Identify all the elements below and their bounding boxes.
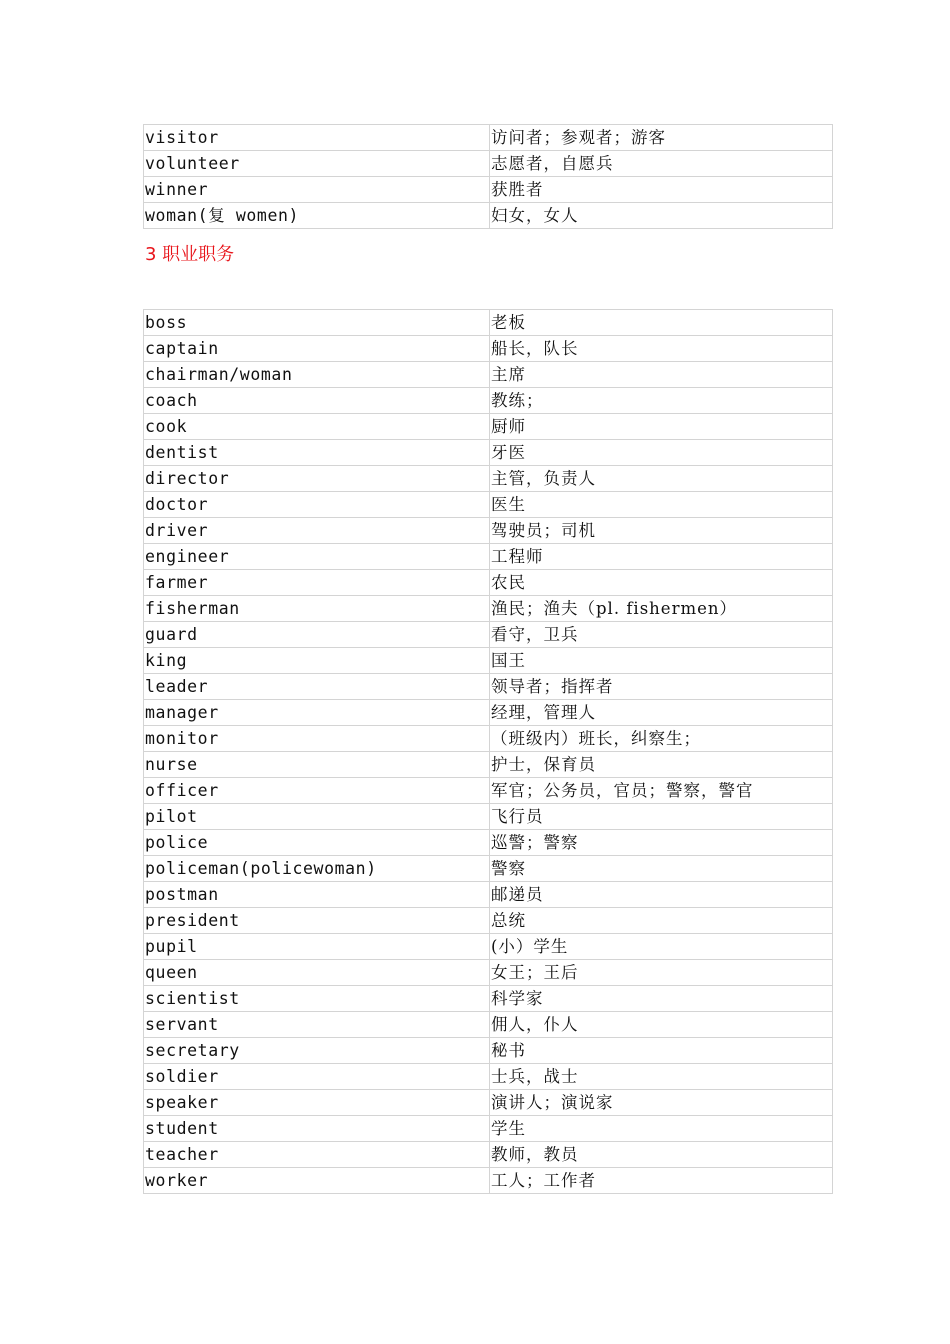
table-row <box>144 440 833 466</box>
table-row <box>144 830 833 856</box>
chinese-meaning: 警察 <box>490 856 833 882</box>
chinese-meaning: 妇女，女人 <box>490 203 833 229</box>
english-word: pupil <box>144 934 490 960</box>
table-row <box>144 151 833 177</box>
table-row <box>144 882 833 908</box>
table-row <box>144 700 833 726</box>
table-row <box>144 388 833 414</box>
table-row <box>144 570 833 596</box>
table-row <box>144 414 833 440</box>
english-word: worker <box>144 1168 490 1194</box>
english-word: dentist <box>144 440 490 466</box>
english-word: doctor <box>144 492 490 518</box>
english-word: servant <box>144 1012 490 1038</box>
english-word: coach <box>144 388 490 414</box>
table-row <box>144 1168 833 1194</box>
chinese-meaning: 佣人，仆人 <box>490 1012 833 1038</box>
chinese-meaning: 工人；工作者 <box>490 1168 833 1194</box>
table-row <box>144 310 833 336</box>
english-word: leader <box>144 674 490 700</box>
table-body <box>144 310 833 1194</box>
english-word: driver <box>144 518 490 544</box>
english-word: police <box>144 830 490 856</box>
chinese-meaning: 主管，负责人 <box>490 466 833 492</box>
chinese-meaning: 总统 <box>490 908 833 934</box>
chinese-meaning: 巡警；警察 <box>490 830 833 856</box>
english-word: pilot <box>144 804 490 830</box>
table-row <box>144 648 833 674</box>
english-word: volunteer <box>144 151 490 177</box>
table-row <box>144 908 833 934</box>
table-row <box>144 596 833 622</box>
chinese-meaning: （班级内）班长，纠察生； <box>490 726 833 752</box>
chinese-meaning: 农民 <box>490 570 833 596</box>
table-row <box>144 492 833 518</box>
english-word: woman(复 women) <box>144 203 490 229</box>
table-row <box>144 804 833 830</box>
english-word: nurse <box>144 752 490 778</box>
table-row <box>144 1064 833 1090</box>
chinese-meaning: 国王 <box>490 648 833 674</box>
table-row <box>144 752 833 778</box>
chinese-meaning: 厨师 <box>490 414 833 440</box>
chinese-meaning: 获胜者 <box>490 177 833 203</box>
chinese-meaning: 驾驶员；司机 <box>490 518 833 544</box>
chinese-meaning: 船长，队长 <box>490 336 833 362</box>
chinese-meaning: 教师，教员 <box>490 1142 833 1168</box>
english-word: queen <box>144 960 490 986</box>
english-word: officer <box>144 778 490 804</box>
chinese-meaning: 秘书 <box>490 1038 833 1064</box>
table-row <box>144 362 833 388</box>
chinese-meaning: 学生 <box>490 1116 833 1142</box>
table-row <box>144 336 833 362</box>
english-word: speaker <box>144 1090 490 1116</box>
chinese-meaning: 演讲人；演说家 <box>490 1090 833 1116</box>
english-word: secretary <box>144 1038 490 1064</box>
english-word: guard <box>144 622 490 648</box>
chinese-meaning: 领导者；指挥者 <box>490 674 833 700</box>
table-row <box>144 125 833 151</box>
chinese-meaning: 老板 <box>490 310 833 336</box>
chinese-meaning: 护士，保育员 <box>490 752 833 778</box>
table-row <box>144 622 833 648</box>
english-word: director <box>144 466 490 492</box>
table-row <box>144 203 833 229</box>
table-row <box>144 1116 833 1142</box>
english-word: farmer <box>144 570 490 596</box>
chinese-meaning: 邮递员 <box>490 882 833 908</box>
english-word: captain <box>144 336 490 362</box>
chinese-meaning: 主席 <box>490 362 833 388</box>
chinese-meaning: 飞行员 <box>490 804 833 830</box>
table-row <box>144 674 833 700</box>
chinese-meaning: 教练； <box>490 388 833 414</box>
table-row <box>144 778 833 804</box>
english-word: chairman/woman <box>144 362 490 388</box>
table-row <box>144 986 833 1012</box>
table-row <box>144 960 833 986</box>
chinese-meaning: 牙医 <box>490 440 833 466</box>
chinese-meaning: 科学家 <box>490 986 833 1012</box>
english-word: engineer <box>144 544 490 570</box>
table-row <box>144 466 833 492</box>
chinese-meaning: 女王；王后 <box>490 960 833 986</box>
chinese-meaning: 志愿者，自愿兵 <box>490 151 833 177</box>
table-body <box>144 125 833 229</box>
english-word: postman <box>144 882 490 908</box>
english-word: boss <box>144 310 490 336</box>
chinese-meaning: 访问者；参观者；游客 <box>490 125 833 151</box>
table-row <box>144 177 833 203</box>
table-row <box>144 1142 833 1168</box>
chinese-meaning: 医生 <box>490 492 833 518</box>
chinese-meaning: 军官；公务员，官员；警察，警官 <box>490 778 833 804</box>
table-row <box>144 1038 833 1064</box>
english-word: visitor <box>144 125 490 151</box>
english-word: king <box>144 648 490 674</box>
table-row <box>144 544 833 570</box>
english-word: cook <box>144 414 490 440</box>
table-row <box>144 1090 833 1116</box>
english-word: teacher <box>144 1142 490 1168</box>
english-word: scientist <box>144 986 490 1012</box>
english-word: policeman(policewoman) <box>144 856 490 882</box>
chinese-meaning: 工程师 <box>490 544 833 570</box>
english-word: president <box>144 908 490 934</box>
english-word: monitor <box>144 726 490 752</box>
section-heading-occupations: 3 职业职务 <box>145 244 235 265</box>
vocab-table-occupations <box>143 309 833 1194</box>
table-row <box>144 518 833 544</box>
chinese-meaning: 看守，卫兵 <box>490 622 833 648</box>
chinese-meaning: 渔民；渔夫（pl. fishermen） <box>490 596 833 622</box>
chinese-meaning: 士兵，战士 <box>490 1064 833 1090</box>
english-word: manager <box>144 700 490 726</box>
english-word: winner <box>144 177 490 203</box>
vocab-table-people <box>143 124 833 229</box>
table-row <box>144 934 833 960</box>
chinese-meaning: 经理，管理人 <box>490 700 833 726</box>
table-row <box>144 856 833 882</box>
chinese-meaning: (小）学生 <box>490 934 833 960</box>
english-word: soldier <box>144 1064 490 1090</box>
table-row <box>144 1012 833 1038</box>
english-word: fisherman <box>144 596 490 622</box>
english-word: student <box>144 1116 490 1142</box>
table-row <box>144 726 833 752</box>
